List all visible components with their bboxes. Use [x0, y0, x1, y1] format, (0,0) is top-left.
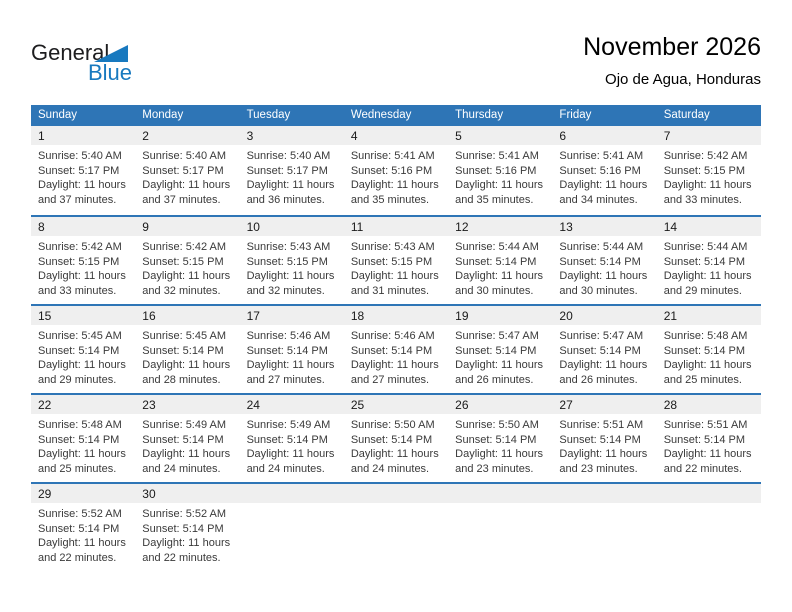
empty-day-cell: [240, 503, 344, 565]
daylight-hours-line: Daylight: 11 hours: [663, 359, 752, 372]
sunset-line: Sunset: 5:15 PM: [142, 255, 224, 268]
day-number: 30: [142, 487, 156, 501]
sunset-line: Sunset: 5:14 PM: [246, 433, 328, 446]
sunrise-line: Sunrise: 5:40 AM: [246, 150, 331, 162]
day-number-band: [31, 306, 761, 325]
daylight-hours-line: Daylight: 11 hours: [663, 270, 752, 283]
sunset-line: Sunset: 5:14 PM: [455, 255, 537, 268]
sunset-line: Sunset: 5:15 PM: [38, 255, 120, 268]
sunset-line: Sunset: 5:14 PM: [38, 433, 120, 446]
day-cell: [657, 236, 761, 298]
daylight-minutes-line: and 28 minutes.: [142, 373, 221, 386]
sunset-line: Sunset: 5:14 PM: [663, 344, 746, 357]
day-number: 22: [38, 398, 52, 412]
daylight-hours-line: Daylight: 11 hours: [455, 270, 543, 283]
sunset-line: Sunset: 5:14 PM: [246, 344, 328, 357]
sunset-line: Sunset: 5:14 PM: [455, 344, 537, 357]
day-number: 27: [559, 398, 573, 412]
weekday-wednesday: Wednesday: [350, 109, 412, 121]
day-number: 23: [142, 398, 156, 412]
sunset-line: Sunset: 5:16 PM: [455, 164, 537, 177]
daylight-minutes-line: and 22 minutes.: [38, 551, 117, 564]
daylight-minutes-line: and 34 minutes.: [559, 193, 638, 206]
day-number-band: [31, 217, 761, 236]
day-number: 17: [246, 309, 260, 323]
sunset-line: Sunset: 5:15 PM: [350, 255, 433, 268]
sunrise-line: Sunrise: 5:49 AM: [246, 419, 331, 431]
sunrise-line: Sunrise: 5:41 AM: [350, 150, 435, 162]
day-cell: [552, 325, 656, 387]
empty-day-number: [240, 484, 344, 503]
day-number-band: [31, 395, 761, 414]
day-cell: [135, 145, 239, 207]
weekday-header-row: [31, 105, 761, 126]
day-number: 7: [663, 129, 671, 143]
day-cell: [448, 145, 552, 207]
daylight-minutes-line: and 22 minutes.: [142, 551, 221, 564]
daylight-minutes-line: and 29 minutes.: [663, 284, 742, 297]
weekday-tuesday: Tuesday: [246, 109, 291, 121]
sunset-line: Sunset: 5:14 PM: [559, 433, 641, 446]
day-cell: [657, 145, 761, 207]
daylight-hours-line: Daylight: 11 hours: [142, 359, 231, 372]
sunrise-line: Sunrise: 5:40 AM: [38, 150, 122, 162]
daylight-minutes-line: and 26 minutes.: [455, 373, 534, 386]
daylight-hours-line: Daylight: 11 hours: [350, 179, 439, 192]
sunset-line: Sunset: 5:15 PM: [663, 164, 746, 177]
week-row: [31, 215, 761, 304]
daylight-minutes-line: and 26 minutes.: [559, 373, 638, 386]
daylight-hours-line: Daylight: 11 hours: [455, 179, 543, 192]
weekday-friday: Friday: [559, 109, 592, 121]
empty-day-number: [448, 484, 552, 503]
general-blue-logo: [31, 40, 151, 88]
sunset-line: Sunset: 5:14 PM: [559, 255, 641, 268]
day-details-row: [31, 325, 761, 387]
daylight-minutes-line: and 35 minutes.: [455, 193, 534, 206]
day-cell: [31, 145, 135, 207]
week-row: [31, 393, 761, 482]
day-number: 16: [142, 309, 156, 323]
daylight-hours-line: Daylight: 11 hours: [663, 448, 752, 461]
daylight-hours-line: Daylight: 11 hours: [142, 270, 231, 283]
daylight-hours-line: Daylight: 11 hours: [246, 448, 335, 461]
day-number: 21: [663, 309, 678, 323]
day-cell: [135, 503, 239, 565]
sunset-line: Sunset: 5:17 PM: [38, 164, 120, 177]
sunrise-line: Sunrise: 5:50 AM: [455, 419, 539, 431]
daylight-minutes-line: and 37 minutes.: [38, 193, 117, 206]
empty-day-number: [657, 484, 761, 503]
weekday-saturday: Saturday: [663, 109, 710, 121]
week-row: [31, 482, 761, 571]
sunset-line: Sunset: 5:14 PM: [38, 344, 120, 357]
sunset-line: Sunset: 5:14 PM: [142, 344, 224, 357]
daylight-minutes-line: and 37 minutes.: [142, 193, 221, 206]
day-number: 8: [38, 220, 45, 234]
daylight-hours-line: Daylight: 11 hours: [246, 359, 335, 372]
empty-day-number: [552, 484, 656, 503]
daylight-hours-line: Daylight: 11 hours: [350, 270, 439, 283]
empty-day-cell: [448, 503, 552, 565]
daylight-minutes-line: and 24 minutes.: [350, 462, 430, 475]
daylight-minutes-line: and 32 minutes.: [142, 284, 221, 297]
sunset-line: Sunset: 5:17 PM: [142, 164, 224, 177]
daylight-hours-line: Daylight: 11 hours: [559, 359, 648, 372]
day-number-band: [31, 484, 761, 503]
daylight-minutes-line: and 22 minutes.: [663, 462, 742, 475]
day-cell: [135, 236, 239, 298]
day-number: 20: [559, 309, 573, 323]
sunset-line: Sunset: 5:14 PM: [142, 522, 224, 535]
day-details-row: [31, 145, 761, 207]
daylight-hours-line: Daylight: 11 hours: [38, 270, 126, 283]
sunset-line: Sunset: 5:14 PM: [663, 433, 746, 446]
calendar-weeks: [31, 126, 761, 571]
day-number: 18: [350, 309, 365, 323]
sunrise-line: Sunrise: 5:43 AM: [246, 241, 331, 253]
day-number: 26: [455, 398, 469, 412]
weekday-thursday: Thursday: [455, 109, 504, 121]
sunrise-line: Sunrise: 5:51 AM: [559, 419, 644, 431]
calendar: [31, 105, 761, 571]
empty-day-number: [344, 484, 448, 503]
sunrise-line: Sunrise: 5:44 AM: [455, 241, 539, 253]
day-cell: [448, 236, 552, 298]
week-row: [31, 126, 761, 215]
day-cell: [552, 236, 656, 298]
daylight-hours-line: Daylight: 11 hours: [142, 537, 231, 550]
daylight-hours-line: Daylight: 11 hours: [455, 448, 543, 461]
sunset-line: Sunset: 5:14 PM: [38, 522, 120, 535]
sunrise-line: Sunrise: 5:47 AM: [559, 330, 644, 342]
daylight-minutes-line: and 23 minutes.: [455, 462, 534, 475]
day-cell: [344, 145, 448, 207]
daylight-minutes-line: and 33 minutes.: [38, 284, 117, 297]
daylight-hours-line: Daylight: 11 hours: [38, 448, 126, 461]
day-details-row: [31, 236, 761, 298]
sunset-line: Sunset: 5:14 PM: [142, 433, 224, 446]
day-cell: [240, 145, 344, 207]
daylight-hours-line: Daylight: 11 hours: [246, 179, 335, 192]
day-number: 1: [38, 129, 45, 143]
page-title: November 2026: [583, 33, 761, 61]
page-subtitle: Ojo de Agua, Honduras: [605, 71, 761, 88]
day-cell: [344, 325, 448, 387]
day-cell: [31, 503, 135, 565]
day-number: 4: [350, 129, 358, 143]
day-cell: [657, 414, 761, 476]
day-number: 3: [246, 129, 254, 143]
day-number: 9: [142, 220, 149, 234]
sunset-line: Sunset: 5:14 PM: [350, 433, 433, 446]
day-number: 25: [350, 398, 365, 412]
sunset-line: Sunset: 5:17 PM: [246, 164, 328, 177]
day-cell: [31, 414, 135, 476]
sunrise-line: Sunrise: 5:42 AM: [38, 241, 122, 253]
daylight-hours-line: Daylight: 11 hours: [38, 359, 126, 372]
day-number: 12: [455, 220, 469, 234]
sunrise-line: Sunrise: 5:45 AM: [142, 330, 227, 342]
daylight-hours-line: Daylight: 11 hours: [350, 359, 439, 372]
sunrise-line: Sunrise: 5:46 AM: [246, 330, 331, 342]
day-cell: [240, 414, 344, 476]
sunset-line: Sunset: 5:15 PM: [246, 255, 328, 268]
daylight-minutes-line: and 30 minutes.: [559, 284, 638, 297]
sunrise-line: Sunrise: 5:42 AM: [142, 241, 227, 253]
day-number: 19: [455, 309, 469, 323]
daylight-minutes-line: and 29 minutes.: [38, 373, 117, 386]
daylight-minutes-line: and 23 minutes.: [559, 462, 638, 475]
day-number: 14: [663, 220, 678, 234]
sunrise-line: Sunrise: 5:41 AM: [455, 150, 539, 162]
daylight-hours-line: Daylight: 11 hours: [663, 179, 752, 192]
day-number: 24: [246, 398, 260, 412]
day-cell: [31, 236, 135, 298]
daylight-hours-line: Daylight: 11 hours: [38, 179, 126, 192]
day-cell: [552, 414, 656, 476]
daylight-minutes-line: and 33 minutes.: [663, 193, 742, 206]
empty-day-cell: [344, 503, 448, 565]
sunrise-line: Sunrise: 5:41 AM: [559, 150, 644, 162]
sunset-line: Sunset: 5:14 PM: [455, 433, 537, 446]
sunset-line: Sunset: 5:14 PM: [350, 344, 433, 357]
daylight-hours-line: Daylight: 11 hours: [246, 270, 335, 283]
daylight-minutes-line: and 24 minutes.: [246, 462, 325, 475]
daylight-minutes-line: and 32 minutes.: [246, 284, 325, 297]
day-cell: [135, 414, 239, 476]
sunrise-line: Sunrise: 5:50 AM: [350, 419, 435, 431]
daylight-hours-line: Daylight: 11 hours: [38, 537, 126, 550]
sunset-line: Sunset: 5:14 PM: [663, 255, 746, 268]
daylight-hours-line: Daylight: 11 hours: [142, 179, 231, 192]
sunrise-line: Sunrise: 5:52 AM: [38, 508, 122, 520]
day-number: 2: [142, 129, 149, 143]
sunrise-line: Sunrise: 5:48 AM: [38, 419, 122, 431]
day-number: 28: [663, 398, 678, 412]
sunrise-line: Sunrise: 5:46 AM: [350, 330, 435, 342]
sunrise-line: Sunrise: 5:48 AM: [663, 330, 748, 342]
day-cell: [552, 145, 656, 207]
daylight-minutes-line: and 31 minutes.: [350, 284, 430, 297]
daylight-minutes-line: and 30 minutes.: [455, 284, 534, 297]
sunset-line: Sunset: 5:16 PM: [350, 164, 433, 177]
daylight-hours-line: Daylight: 11 hours: [350, 448, 439, 461]
day-number: 5: [455, 129, 462, 143]
day-number: 6: [559, 129, 567, 143]
daylight-minutes-line: and 35 minutes.: [350, 193, 430, 206]
daylight-minutes-line: and 27 minutes.: [246, 373, 325, 386]
weekday-monday: Monday: [142, 109, 184, 121]
sunrise-line: Sunrise: 5:52 AM: [142, 508, 227, 520]
day-cell: [31, 325, 135, 387]
day-number: 29: [38, 487, 52, 501]
day-number: 13: [559, 220, 573, 234]
daylight-hours-line: Daylight: 11 hours: [559, 270, 648, 283]
logo-text-general: General: [31, 40, 110, 65]
daylight-minutes-line: and 36 minutes.: [246, 193, 325, 206]
sunrise-line: Sunrise: 5:43 AM: [350, 241, 435, 253]
day-cell: [657, 325, 761, 387]
sunrise-line: Sunrise: 5:51 AM: [663, 419, 748, 431]
sunrise-line: Sunrise: 5:40 AM: [142, 150, 227, 162]
day-details-row: [31, 414, 761, 476]
day-cell: [135, 325, 239, 387]
day-number: 10: [246, 220, 260, 234]
empty-day-cell: [552, 503, 656, 565]
daylight-minutes-line: and 24 minutes.: [142, 462, 221, 475]
sunset-line: Sunset: 5:14 PM: [559, 344, 641, 357]
day-cell: [344, 414, 448, 476]
daylight-minutes-line: and 25 minutes.: [38, 462, 117, 475]
logo-text-blue: Blue: [88, 60, 133, 85]
sunrise-line: Sunrise: 5:49 AM: [142, 419, 227, 431]
day-cell: [344, 236, 448, 298]
week-row: [31, 304, 761, 393]
sunrise-line: Sunrise: 5:42 AM: [663, 150, 748, 162]
daylight-minutes-line: and 27 minutes.: [350, 373, 430, 386]
sunset-line: Sunset: 5:16 PM: [559, 164, 641, 177]
day-number-band: [31, 126, 761, 145]
day-cell: [448, 325, 552, 387]
sunrise-line: Sunrise: 5:44 AM: [663, 241, 748, 253]
sunrise-line: Sunrise: 5:45 AM: [38, 330, 122, 342]
day-cell: [240, 236, 344, 298]
day-cell: [240, 325, 344, 387]
day-details-row: [31, 503, 761, 565]
daylight-hours-line: Daylight: 11 hours: [455, 359, 543, 372]
day-cell: [448, 414, 552, 476]
empty-day-cell: [657, 503, 761, 565]
day-number: 15: [38, 309, 52, 323]
daylight-minutes-line: and 25 minutes.: [663, 373, 742, 386]
sunrise-line: Sunrise: 5:47 AM: [455, 330, 539, 342]
title-block: [583, 33, 761, 88]
weekday-sunday: Sunday: [38, 109, 78, 121]
daylight-hours-line: Daylight: 11 hours: [559, 179, 648, 192]
daylight-hours-line: Daylight: 11 hours: [559, 448, 648, 461]
day-number: 11: [350, 220, 364, 234]
daylight-hours-line: Daylight: 11 hours: [142, 448, 231, 461]
sunrise-line: Sunrise: 5:44 AM: [559, 241, 644, 253]
